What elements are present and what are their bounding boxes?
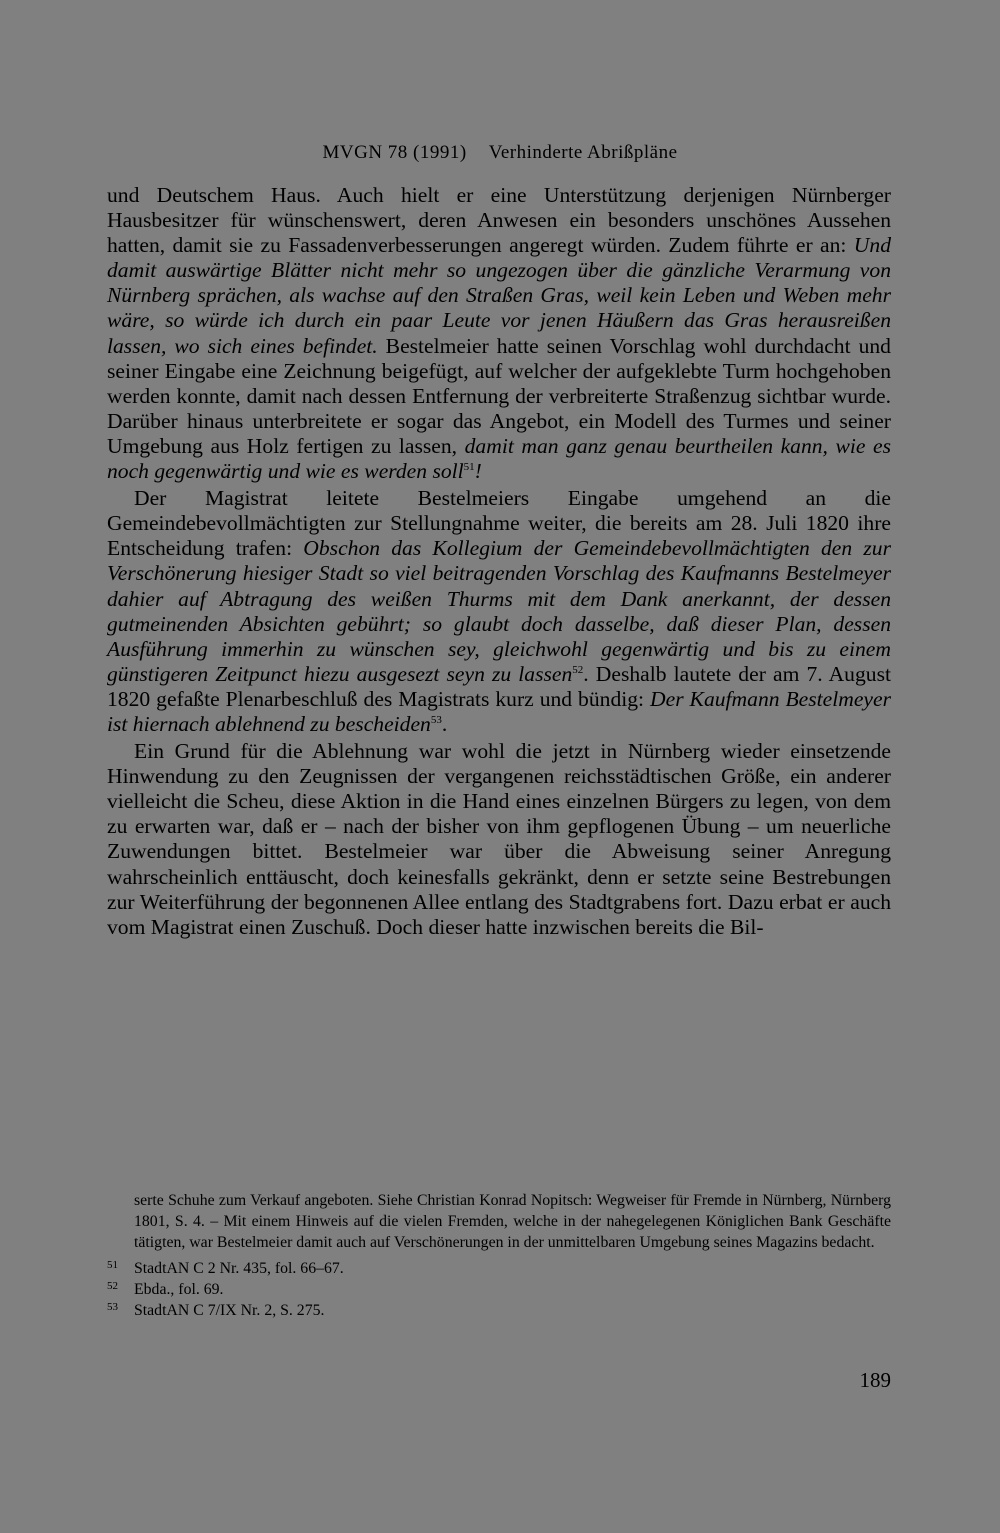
p1-text-a: und Deutschem Haus. Auch hielt er eine Unterstützung derjenigen Nürnberger Hausbesitzer für wünschenswert, deren Anwesen ein besonders unschönes Aussehen hatten, damit sie zu Fassadenverbesserungen angeregt würden. Zudem führte er an: — [107, 183, 891, 258]
paragraph-2 — [107, 486, 891, 737]
p2-text-a: Der Magistrat leitete Bestelmeiers Eingabe umgehend an die Gemeindebevollmächtigten zur Stellungnahme weiter, die bereits am 28. Juli 1820 ihre Entscheidung trafen: — [107, 486, 891, 561]
p2-text-b: . Deshalb lautete der am 7. August 1820 gefaßte Plenarbeschluß des Magistrats kurz und bündig: — [107, 661, 891, 711]
footnote-text: StadtAN C 7/IX Nr. 2, S. 275. — [134, 1302, 325, 1320]
page-number: 189 — [859, 1368, 891, 1392]
p1-quote-1: Und damit auswärtige Blätter nicht mehr so ungezogen über die gänzliche Verarmung von Nürnberg sprächen, als wachse auf den Straßen Gras, weil kein Leben und Weben mehr wäre, so würde ich durch ein paar Leute vor jenen Häußern das Gras herausreißen lassen, wo sich eines befindet. — [107, 233, 891, 358]
body-text — [107, 183, 891, 940]
footnote-text: StadtAN C 2 Nr. 435, fol. 66–67. — [134, 1259, 344, 1277]
p2-quote-2: Der Kaufmann Bestelmeyer ist hiernach ablehnend zu bescheiden — [107, 686, 892, 736]
p2-end: . — [441, 711, 448, 736]
paragraph-3: Ein Grund für die Ablehnung war wohl die jetzt in Nürnberg wieder einsetzende Hinwendung zu den Zeugnissen der vergangenen reichsstädtischen Größe, ein anderer vielleicht die Scheu, diese Aktion in die Hand eines einzelnen Bürgers zu legen, von dem zu erwarten war, daß er – nach der bisher von ihm gepflogenen Übung – um neuerliche Zuwendungen bittet. Bestelmeier war über die Abweisung seiner Anregung wahrscheinlich enttäuscht, doch keinesfalls gekränkt, denn er setzte seine Bestrebungen zur Weiterführung der begonnenen Allee entlang des Stadtgrabens fort. Dazu erbat er auch vom Magistrat einen Zuschuß. Doch dieser hatte inzwischen bereits die Bil- — [107, 739, 891, 939]
p1-end: ! — [474, 459, 482, 484]
footnote-ref-52: 52 — [572, 663, 584, 676]
footnote-text: Ebda., fol. 69. — [134, 1280, 224, 1298]
header-title: Verhinderte Abrißpläne — [488, 142, 678, 163]
footnotes — [107, 1190, 891, 1321]
footnote-52 — [107, 1279, 891, 1300]
footnote-51 — [107, 1258, 891, 1279]
p2-quote-1: Obschon das Kollegium der Gemeindebevollmächtigten den zur Verschönerung hiesiger Stadt so viel beitragenden Vorschlag des Kaufmanns Bestelmeyer dahier auf Abtragung des weißen Thurms mit dem Dank anerkannt, der dessen gutmeinenden Absichten gebührt; so glaubt doch dasselbe, daß dieser Plan, dessen Ausführung immerhin zu wünschen sey, gleichwohl gegenwärtig und bis zu einem günstigeren Zeitpunct hiezu ausgesezt seyn zu lassen — [107, 536, 891, 686]
paragraph-1 — [107, 183, 891, 484]
footnote-number: 53 — [107, 1301, 118, 1314]
running-header — [0, 142, 1000, 164]
footnote-ref-53: 53 — [430, 713, 442, 726]
journal-citation: MVGN 78 (1991) — [322, 142, 467, 163]
footnote-ref-51: 51 — [463, 460, 475, 473]
footnote-continuation: serte Schuhe zum Verkauf angeboten. Siehe Christian Konrad Nopitsch: Wegweiser für Fremde in Nürnberg, Nürnberg 1801, S. 4. – Mit einem Hinweis auf die vielen Fremden, welche in der nahegelegenen Königlichen Bank Geschäfte tätigten, war Bestelmeier damit auch auf Verschönerungen in der unmittelbaren Umgebung seines Magazins bedacht. — [134, 1192, 891, 1252]
p1-quote-2: damit man ganz genau beurtheilen kann, wie es noch gegenwärtig und wie es werden soll — [107, 433, 891, 484]
footnote-53 — [107, 1300, 891, 1321]
footnote-number: 52 — [107, 1279, 118, 1292]
p1-text-b: Bestelmeier hatte seinen Vorschlag wohl durchdacht und seiner Eingabe eine Zeichnung beigefügt, auf welcher der aufgeklebte Turm hochgehoben werden konnte, damit nach dessen Entfernung der verbreiterte Straßenzug sichtbar wurde. Darüber hinaus unterbreitete er sogar das Angebot, ein Modell des Turmes und seiner Umgebung aus Holz fertigen zu lassen, — [107, 333, 891, 458]
footnote-number: 51 — [107, 1258, 118, 1271]
